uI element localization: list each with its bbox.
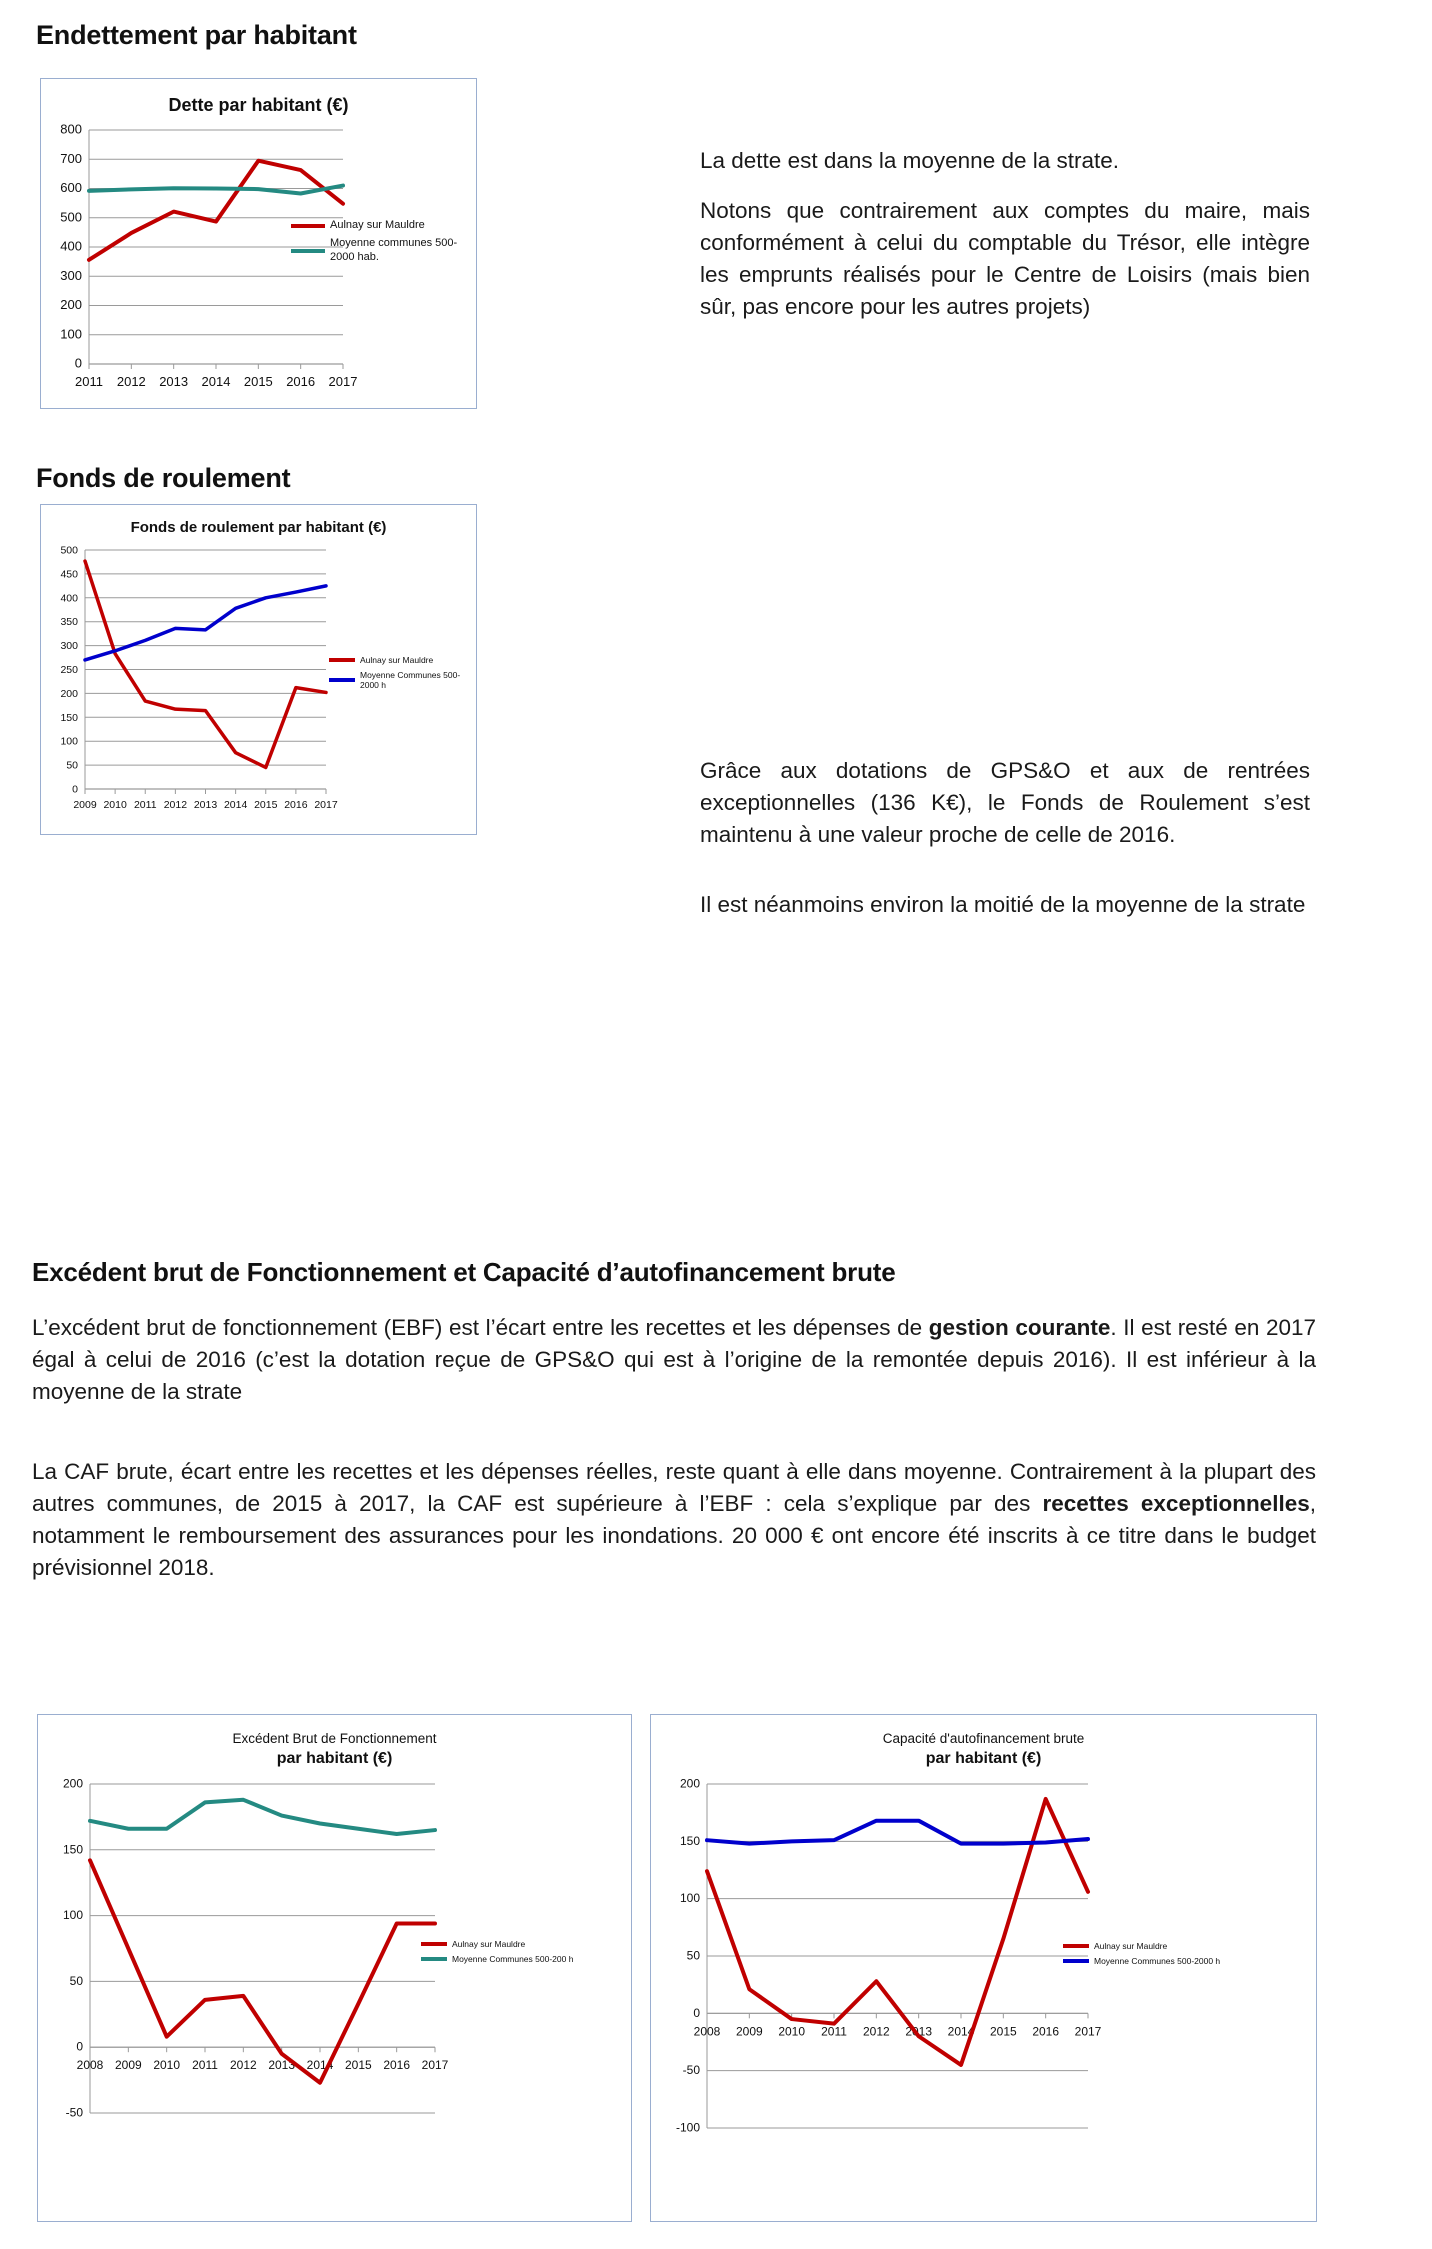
legend-item — [421, 1954, 621, 1965]
svg-text:2009: 2009 — [735, 2024, 763, 2039]
legend-color-swatch — [329, 678, 355, 682]
chart-subtitle-ebf: par habitant (€) — [276, 1750, 393, 1767]
chart-legend-fonds-roulement — [329, 655, 479, 695]
paragraph-fonds-2: Il est néanmoins environ la moitié de la moyenne de la strate — [700, 891, 1306, 917]
svg-text:-100: -100 — [675, 2120, 700, 2135]
section-heading-fonds-roulement: Fonds de roulement — [36, 463, 291, 493]
legend-item — [1063, 1956, 1303, 1967]
svg-text:2013: 2013 — [268, 2058, 296, 2073]
svg-text:2012: 2012 — [229, 2058, 257, 2073]
svg-text:150: 150 — [62, 1842, 83, 1857]
section-text-fonds-roulement — [700, 755, 1310, 939]
svg-text:2017: 2017 — [421, 2058, 449, 2073]
svg-text:2016: 2016 — [284, 799, 308, 811]
svg-text:2015: 2015 — [989, 2024, 1017, 2039]
section-heading-ebf-caf: Excédent brut de Fonctionnement et Capacité d’autofinancement brute — [32, 1257, 896, 1287]
svg-text:200: 200 — [60, 687, 78, 700]
svg-text:400: 400 — [60, 238, 82, 254]
svg-text:2017: 2017 — [1074, 2024, 1102, 2039]
svg-text:2009: 2009 — [114, 2058, 142, 2073]
svg-text:2012: 2012 — [163, 799, 188, 811]
legend-series-label: Moyenne Communes 500-2000 h — [360, 669, 461, 691]
svg-text:450: 450 — [60, 568, 78, 581]
legend-item — [291, 219, 466, 233]
section-text-endettement — [700, 145, 1310, 341]
svg-text:200: 200 — [60, 297, 82, 312]
paragraph-ebf: L’excédent brut de fonctionnement (EBF) est l’écart entre les recettes et les dépenses de gestion courante. Il est resté en 2017 égal à celui de 2016 (c’est la dotation reçue de GPS&O qui est à l’origine de la remontée depuis 2016). Il est inférieur à la moyenne de la strate — [32, 1315, 1317, 1404]
legend-series-label: Moyenne communes 500-2000 hab. — [330, 236, 458, 263]
svg-text:2012: 2012 — [116, 374, 146, 389]
svg-text:2012: 2012 — [862, 2024, 890, 2039]
svg-text:2008: 2008 — [76, 2058, 104, 2073]
svg-text:50: 50 — [69, 1973, 83, 1988]
svg-text:500: 500 — [60, 544, 78, 557]
ebf-line-chart-svg — [38, 1768, 633, 2208]
legend-series-label: Aulnay sur Mauldre — [360, 655, 434, 665]
legend-color-swatch — [329, 658, 355, 662]
svg-text:200: 200 — [679, 1776, 700, 1791]
section-text-caf — [32, 1456, 1316, 1592]
legend-item — [329, 670, 479, 691]
chart-card-ebf — [37, 1714, 632, 2222]
legend-item — [329, 655, 479, 666]
svg-text:2011: 2011 — [133, 799, 157, 811]
section-heading-endettement: Endettement par habitant — [36, 20, 357, 50]
legend-series-label: Aulnay sur Mauldre — [330, 219, 425, 231]
legend-series-label: Aulnay sur Mauldre — [1094, 1941, 1168, 1951]
svg-text:2016: 2016 — [286, 374, 316, 389]
chart-subtitle-caf: par habitant (€) — [925, 1750, 1042, 1767]
svg-text:2015: 2015 — [344, 2058, 372, 2073]
legend-color-swatch — [421, 1942, 447, 1946]
svg-text:2008: 2008 — [693, 2024, 721, 2039]
svg-text:2016: 2016 — [383, 2058, 411, 2073]
svg-text:400: 400 — [60, 592, 78, 605]
svg-text:-50: -50 — [65, 2105, 83, 2120]
svg-text:2011: 2011 — [75, 374, 103, 389]
svg-text:500: 500 — [60, 209, 82, 225]
legend-color-swatch — [1063, 1959, 1089, 1963]
svg-text:200: 200 — [62, 1776, 83, 1791]
svg-text:2013: 2013 — [193, 799, 218, 811]
legend-series-label: Moyenne Communes 500-200 h — [452, 1953, 574, 1964]
chart-card-caf — [650, 1714, 1317, 2222]
svg-text:2011: 2011 — [821, 2024, 847, 2039]
svg-text:0: 0 — [693, 2005, 700, 2020]
chart-legend-ebf — [421, 1939, 621, 1968]
paragraph-caf: La CAF brute, écart entre les recettes et les dépenses réelles, reste quant à elle dans moyenne. Contrairement à la plupart des autres communes, de 2015 à 2017, la CAF est supérieure à l’EBF : cela s’explique par des recettes exceptionnelles, notamment le remboursement des assurances pour les inondations. 20 000 € ont encore été inscrits à ce titre dans le budget prévisionnel 2018. — [32, 1459, 1316, 1580]
svg-text:100: 100 — [60, 735, 78, 748]
svg-text:2016: 2016 — [1032, 2024, 1060, 2039]
legend-item — [291, 237, 466, 265]
svg-text:2015: 2015 — [243, 374, 273, 389]
chart-plot-ebf — [38, 1768, 631, 2208]
svg-text:700: 700 — [60, 150, 82, 166]
caf-line-chart-svg — [651, 1768, 1318, 2208]
legend-color-swatch — [291, 224, 325, 228]
svg-text:100: 100 — [60, 326, 82, 342]
svg-text:250: 250 — [60, 664, 78, 676]
svg-text:2013: 2013 — [905, 2024, 933, 2039]
chart-legend-caf — [1063, 1941, 1303, 1970]
chart-card-fonds-roulement — [40, 504, 477, 835]
svg-text:150: 150 — [60, 711, 78, 724]
svg-text:2014: 2014 — [306, 2058, 334, 2073]
svg-text:300: 300 — [60, 640, 78, 653]
svg-text:800: 800 — [60, 121, 82, 137]
chart-title-fonds-roulement: Fonds de roulement par habitant (€) — [130, 519, 387, 536]
svg-text:50: 50 — [66, 759, 78, 772]
svg-text:100: 100 — [62, 1908, 83, 1923]
chart-title-ebf: Excédent Brut de Fonctionnement — [232, 1731, 437, 1746]
legend-series-label: Moyenne Communes 500-2000 h — [1094, 1955, 1221, 1966]
legend-item — [421, 1939, 621, 1950]
section-text-ebf — [32, 1312, 1316, 1416]
svg-text:-50: -50 — [682, 2063, 700, 2078]
svg-text:2010: 2010 — [153, 2058, 181, 2073]
svg-text:2015: 2015 — [254, 799, 278, 811]
chart-plot-caf — [651, 1768, 1316, 2208]
chart-legend-dette — [291, 219, 466, 268]
svg-text:100: 100 — [679, 1891, 700, 1906]
legend-series-label: Aulnay sur Mauldre — [452, 1939, 526, 1949]
svg-text:2014: 2014 — [223, 799, 248, 811]
svg-text:2010: 2010 — [103, 799, 127, 811]
svg-text:0: 0 — [72, 783, 78, 796]
svg-text:2014: 2014 — [947, 2024, 975, 2039]
svg-text:2009: 2009 — [73, 799, 97, 811]
svg-text:300: 300 — [60, 267, 82, 283]
svg-text:150: 150 — [679, 1833, 700, 1848]
svg-text:2010: 2010 — [778, 2024, 806, 2039]
chart-title-dette: Dette par habitant (€) — [168, 95, 349, 115]
chart-title-caf: Capacité d'autofinancement brute — [882, 1731, 1085, 1746]
svg-text:2017: 2017 — [314, 799, 338, 811]
svg-text:0: 0 — [76, 2039, 83, 2054]
svg-text:2017: 2017 — [328, 374, 358, 389]
chart-card-dette — [40, 78, 477, 409]
svg-text:50: 50 — [686, 1948, 700, 1963]
paragraph-dette-2: Notons que contrairement aux comptes du maire, mais conformément à celui du comptable du Trésor, elle intègre les emprunts réalisés pour le Centre de Loisirs (mais bien sûr, pas encore pour les autres projets) — [700, 197, 1310, 319]
legend-color-swatch — [421, 1957, 447, 1961]
paragraph-fonds-1: Grâce aux dotations de GPS&O et aux de rentrées exceptionnelles (136 K€), le Fonds de Roulement s’est maintenu à une valeur proche de celle de 2016. — [700, 758, 1310, 847]
svg-text:2014: 2014 — [201, 374, 231, 389]
legend-color-swatch — [291, 249, 325, 253]
legend-item — [1063, 1941, 1303, 1952]
svg-text:2011: 2011 — [192, 2058, 218, 2073]
svg-text:600: 600 — [60, 180, 82, 195]
legend-color-swatch — [1063, 1944, 1089, 1948]
svg-text:2013: 2013 — [159, 374, 189, 389]
paragraph-dette-1: La dette est dans la moyenne de la strate. — [700, 148, 1120, 173]
svg-text:0: 0 — [74, 355, 82, 371]
svg-text:350: 350 — [60, 616, 78, 629]
